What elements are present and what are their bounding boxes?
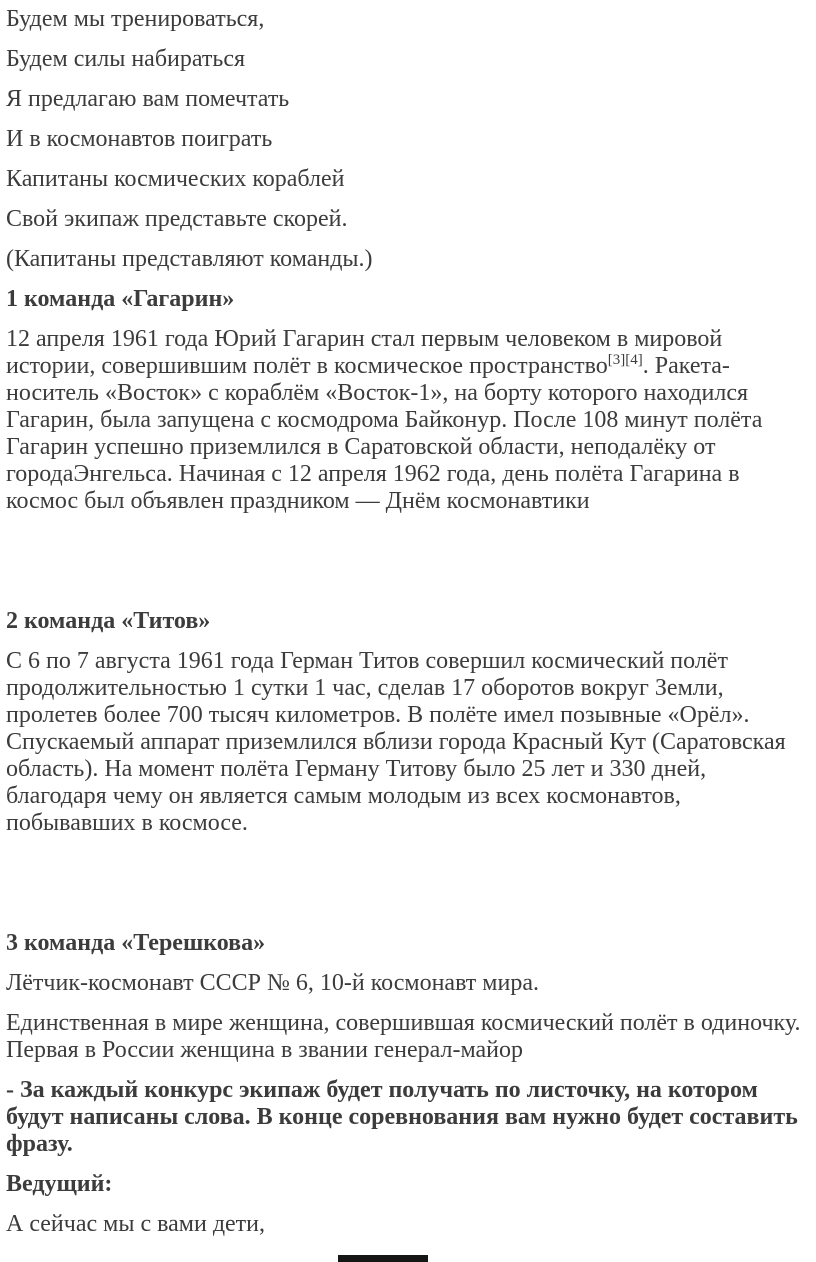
poem-line: Я предлагаю вам помечтать [6,86,290,112]
empty-line [6,528,802,555]
team3-description-line1: Лётчик-космонавт СССР № 6, 10-й космонавт мира. [6,970,539,996]
empty-line [6,568,802,595]
team1-text: 12 апреля 1961 года Юрий Гагарин стал первым человеком в мировой истории, совершившим полёт в космическое пространство [6,326,723,379]
empty-line [6,850,802,877]
instruction-paragraph: - За каждый конкурс экипаж будет получать по листочку, на котором будут написаны слова. В конце соревнования вам нужно будет составить фразу. [6,1077,798,1157]
team3-heading: 3 команда «Терешкова» [6,930,266,956]
team3-description-line2: Единственная в мире женщина, совершившая космический полёт в одиночку. Первая в России женщина в звании генерал-майор [6,1010,801,1063]
closing-line: А сейчас мы с вами дети, [6,1211,266,1237]
team2-description: С 6 по 7 августа 1961 года Герман Титов совершил космический полёт продолжительностью 1 сутки 1 час, сделав 17 оборотов вокруг Земли, пролетев более 700 тысяч километров. В полёте имел позывные «Орёл». Спускаемый аппарат приземлился вблизи города Красный Кут (Саратовская область). На момент полёта Герману Титову было 25 лет и 330 дней, благодаря чему он является самым молодым из всех космонавтов, побывавших в космосе. [6,648,786,836]
poem-line: Капитаны космических кораблей [6,166,345,192]
poem-line: Будем силы набираться [6,46,246,72]
team1-description [6,326,802,515]
host-label: Ведущий: [6,1171,113,1197]
team1-text-continued: . Ракета-носитель «Восток» с кораблём «Восток-1», на борту которого находился Гагарин, была запущена с космодрома Байконур. После 108 минут полёта Гагарин успешно приземлился в Саратовской области, неподалёку от городаЭнгельса. Начиная с 12 апреля 1962 года, день полёта Гагарина в космос был объявлен праздником — Днём космонавтики [6,353,763,514]
stage-direction-line: (Капитаны представляют команды.) [6,246,373,272]
poem-line: Свой экипаж представьте скорей. [6,206,348,232]
team1-heading: 1 команда «Гагарин» [6,286,235,312]
team2-heading: 2 команда «Титов» [6,608,211,634]
footnote-references: [3][4] [607,352,643,368]
poem-line: И в космонавтов поиграть [6,126,273,152]
poem-line: Будем мы тренироваться, [6,6,265,32]
empty-line [6,890,802,917]
partial-image-edge [338,1255,428,1262]
